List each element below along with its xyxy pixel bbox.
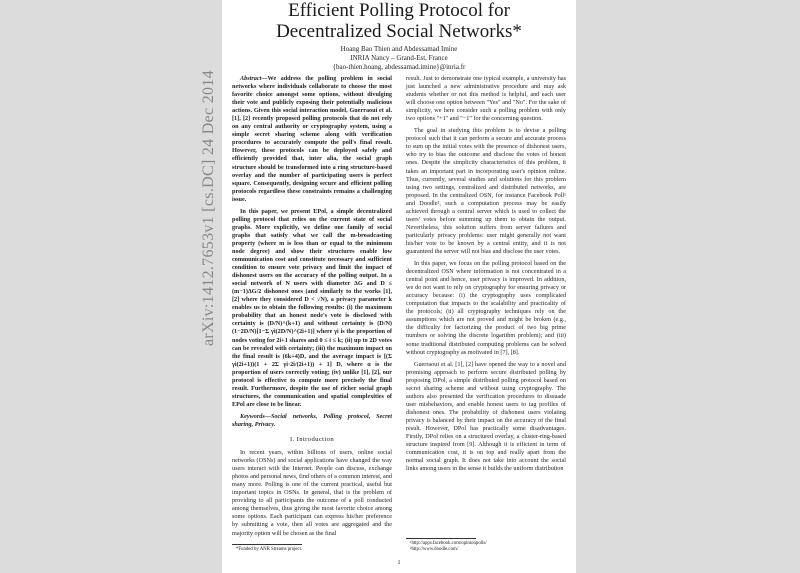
arxiv-stamp: arXiv:1412.7653v1 [cs.DC] 24 Dec 2014	[200, 70, 217, 346]
keywords-label: Keywords—	[240, 412, 271, 420]
section-heading: I. Introduction	[289, 436, 335, 444]
email: {bao-thien.hoang, abdessamad.imine}@inria.fr	[332, 63, 466, 71]
left-column	[232, 75, 392, 553]
affiliation: INRIA Nancy – Grand-Est, France	[350, 54, 448, 62]
authors: Hoang Bao Thien and Abdessamad Imine	[340, 45, 458, 53]
keywords-text: Social networks, Polling protocol, Secret sharing, Privacy.	[232, 412, 392, 428]
footnotes-right	[406, 532, 566, 553]
body-paragraph: result. Just to demonstrate one typical example, a university has just launched a new administrative procedure and may ask students whether or not this method is helpful, and each user will choose one option between "Yes" and "No". For the sake of simplicity, we here consider such a polling problem with only two options "+1" and "−1" for the concerning question.	[406, 75, 566, 123]
right-column	[406, 75, 566, 553]
footnote-rule	[232, 544, 302, 545]
intro-paragraph: In recent years, within billions of users, online social networks (OSNs) and social applications have changed the way users interact with the Internet. People can discuss, exchange photos and personal news, find others of a common interest, and many more. Polling is one of the current practical, useful but important topics in OSNs. In general, that is the problem of providing to all participants the outcome of a poll conducted among themselves, thus giving the most favorite choice among some options. Each participant can express his/her preference by submitting a vote, then all votes are aggregated and the majority option will be chosen as the final	[232, 449, 392, 537]
paper-header	[232, 0, 566, 72]
pdf-page	[222, 0, 576, 573]
footnote-right-1[interactable]: ¹http://apps.facebook.com/opinionpolls/	[410, 540, 487, 546]
page-number: 1	[397, 559, 401, 566]
body-paragraph: The goal in studying this problem is to devise a polling protocol such that it can perform a secure and accurate process to sum up the initial votes with the presence of dishonest users, who try to bias the outcome and disclose the votes of honest ones. Despite the simplicity characteristics of this problem, it takes an important part in incorporating user's opinion online. Thus, currently, several studies and solutions for this problem using two settings, centralized and distributed networks, are proposed. In the centralized OSN, for instance Facebook Poll¹ and Doodle², such a computation process may be easily achieved through a central server which is used to collect the users' votes before summing up them to obtain the output. Nevertheless, this solution suffers from server failures and particularly privacy problems: user might generally not want his/her vote to be known by a central entity, and it is not guaranteed the server will not bias and disclose the user votes.	[406, 127, 566, 255]
abstract-text: We address the polling problem in social networks where individuals collaborate to choose the most favorite choice amongst some options, without divulging their vote and publicly exposing their potentially malicious actions. Given this social interaction model, Guerraoui et al. [1], [2] recently proposed polling protocols that do not rely on any central authority or cryptography system, using a simple secret sharing scheme along with verification procedures to accurately compute the poll's final result. However, these protocols can be deployed safely and efficiently provided that, inter alia, the social graph structure should be transformed into a ring structure-based overlay and the number of participating users is perfect square. Consequently, designing secure and efficient polling protocols regardless these constraints remains a challenging issue.	[232, 75, 392, 203]
abstract-p2: In this paper, we present EPol, a simple decentralized polling protocol that relies on the current state of social graphs. More explicitly, we define one family of social graphs that satisfy what we call the m-broadcasting property (where m is less than or equal to the minimum node degree) and show their structures enable low communication cost and constitute necessary and sufficient condition to ensure vote privacy and limit the impact of dishonest users on the accuracy of the polling output. In a social network of N users with diameter ΔG and D ≤ (m−1)ΔG/2 dishonest ones (and similarly to the works [1], [2] where they considered D < √N), a privacy parameter k enables us to obtain the following results: (i) the maximum probability that an honest node's vote is disclosed with certainty is (D/N)^(k+1) and without certainty is (D/N)(1−2D/N)[1−Σ γi(2D/N)^(2i+1)] where γi is the proportion of nodes voting for 2i+1 shares and 0 ≤ i ≤ k; (ii) up to 2D votes can be revealed with certainty; (iii) the maximum impact on the final result is (6k+4)D, and the average impact is [(Σ γi(2i+1))(1 + 2Σ γi·2i/(2i+1)) + 1] D, where α is the proportion of users correctly voting; (iv) unlike [1], [2], our protocol is effective to compute more precisely the final result. Furthermore, despite the use of richer social graph structures, the communication and spatial complexities of EPol are close to be linear.	[232, 207, 392, 408]
two-column-body	[232, 75, 566, 553]
footnotes-left	[232, 538, 392, 553]
abstract-label: Abstract—	[240, 75, 268, 82]
paper-title-line1: Efficient Polling Protocol for	[288, 0, 510, 21]
footnote-left: *Funded by ANR Streams project.	[236, 546, 303, 552]
body-paragraph: In this paper, we focus on the polling protocol based on the decentralized OSN where information is not concentrated in a central point and hence, user privacy is improved. In addition, we do not want to rely on cryptography for ensuring privacy or accuracy because: (i) the cryptography uses complicated computation that impacts to the scalability and practicality of the protocols; (ii) all cryptography techniques rely on the assumptions which are not proved and might be broken (e.g., the difficulty for factorizing the product of two big prime numbers or solving the discrete logarithm problem); and (iii) some traditional distributed computing problems can be solved without cryptography as motivated in [7], [8].	[406, 260, 566, 356]
paper-title-line2: Decentralized Social Networks*	[276, 21, 522, 42]
footnote-right-2[interactable]: ²http://www.doodle.com/	[410, 546, 459, 552]
keywords	[232, 413, 392, 429]
footnote-rule	[406, 538, 476, 539]
body-paragraph: Guerraoui et al. [1], [2] have opened the way to a novel and promising approach to perform secure distributed polling by proposing DPol, a simple distributed polling protocol based on secret sharing scheme and without using cryptography. The authors also presented the verification procedures to dissuade user misbehaviors, and enable honest users to tag profiles of dishonest ones. The probability of dishonest users violating privacy is balanced by their impact on the accuracy of the final result. However, DPol has practically some disadvantages. Firstly, DPol relies on a structured overlay, a cluster-ring-based structure inspired from [9]. Although it is efficient in term of communication cost, it is on top and really apart from the normal social graph. It does not take into account the social links among users in the sense it builds the uniform distribution	[406, 360, 566, 473]
abstract	[232, 75, 392, 204]
